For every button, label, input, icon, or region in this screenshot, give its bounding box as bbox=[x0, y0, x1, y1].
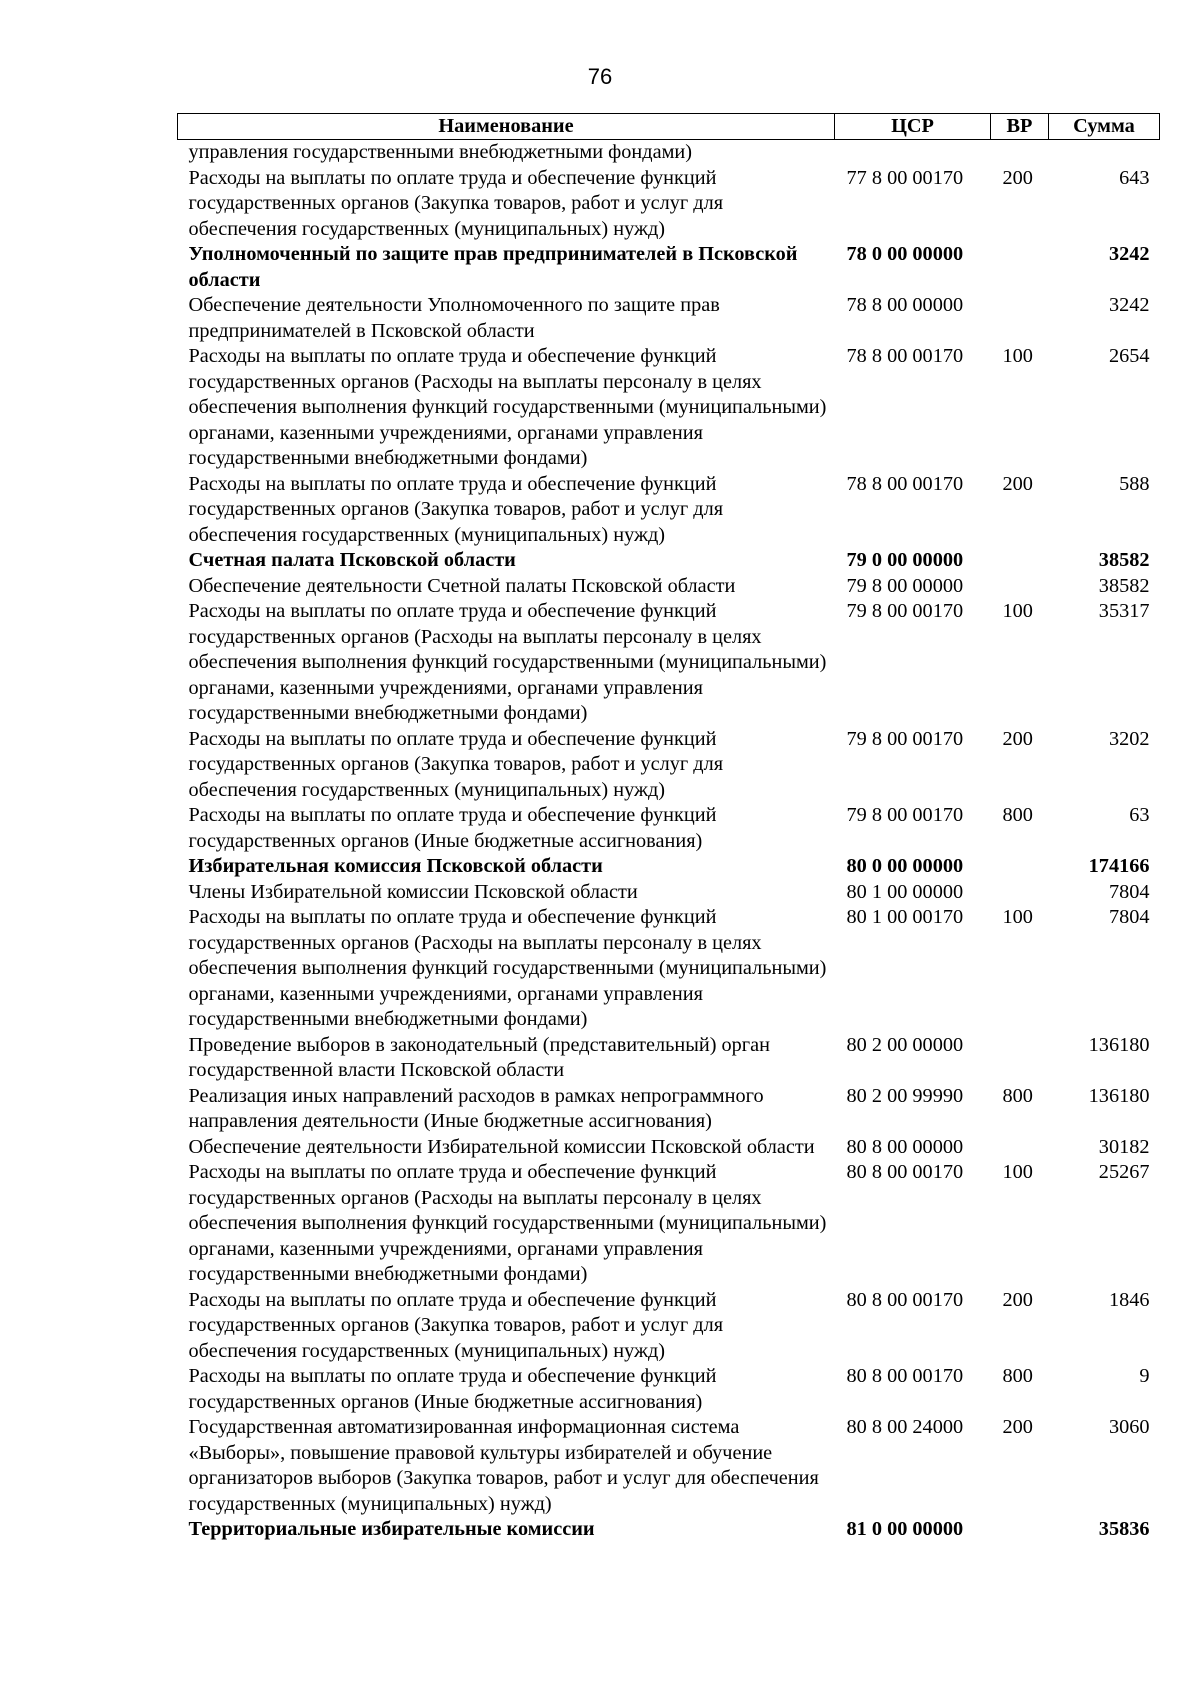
cell-sum: 35317 bbox=[1098, 600, 1150, 622]
cell-csr: 78 8 00 00170 bbox=[846, 345, 964, 367]
table-row bbox=[178, 803, 1160, 854]
cell-vr bbox=[991, 242, 1049, 293]
table-row bbox=[178, 1288, 1160, 1365]
cell-sum: 1846 bbox=[1108, 1288, 1150, 1311]
header-vr: ВР bbox=[991, 114, 1049, 140]
cell-name: Территориальные избирательные комиссии bbox=[188, 1518, 595, 1540]
cell-name: Обеспечение деятельности Уполномоченного по защите прав предпринимателей в Псковской области bbox=[188, 294, 720, 342]
cell-csr: 80 2 00 00000 bbox=[846, 1033, 964, 1056]
table-row bbox=[178, 1415, 1160, 1517]
header-csr: ЦСР bbox=[835, 114, 991, 140]
cell-csr: 78 8 00 00000 bbox=[846, 294, 964, 316]
cell-sum: 63 bbox=[1129, 804, 1150, 826]
cell-sum: 588 bbox=[1119, 472, 1150, 495]
table-body bbox=[178, 140, 1160, 1543]
cell-vr: 100 bbox=[1002, 906, 1033, 928]
table-row bbox=[178, 344, 1160, 472]
cell-vr bbox=[991, 854, 1049, 880]
cell-vr bbox=[991, 880, 1049, 906]
table-row bbox=[178, 1135, 1160, 1161]
cell-vr bbox=[991, 574, 1049, 600]
cell-sum: 25267 bbox=[1098, 1161, 1150, 1183]
cell-name: Реализация иных направлений расходов в рамках непрограммного направления деятельности (Иные бюджетные ассигнования) bbox=[188, 1084, 764, 1132]
cell-vr bbox=[991, 1033, 1049, 1084]
cell-sum: 3060 bbox=[1108, 1416, 1150, 1438]
table-row bbox=[178, 242, 1160, 293]
cell-csr: 79 8 00 00170 bbox=[846, 727, 964, 750]
cell-name: Расходы на выплаты по оплате труда и обеспечение функций государственных органов (Иные бюджетные ассигнования) bbox=[188, 804, 717, 852]
cell-csr: 80 1 00 00000 bbox=[846, 880, 964, 903]
cell-name: Расходы на выплаты по оплате труда и обеспечение функций государственных органов (Закупка товаров, работ и услуг для обеспечения государственных (муниципальных) нужд) bbox=[188, 166, 724, 240]
table-row bbox=[178, 1517, 1160, 1543]
cell-sum bbox=[1049, 140, 1160, 166]
cell-csr: 79 8 00 00170 bbox=[846, 600, 964, 622]
table-row bbox=[178, 166, 1160, 243]
cell-csr: 78 0 00 00000 bbox=[846, 243, 964, 265]
table-row bbox=[178, 880, 1160, 906]
cell-sum: 38582 bbox=[1098, 574, 1150, 597]
table-row bbox=[178, 472, 1160, 549]
cell-name: Расходы на выплаты по оплате труда и обеспечение функций государственных органов (Расходы на выплаты персоналу в целях обеспечения выполнения функций государственными (муниципальными) органами, казенными учреждениями, органами управления государственными внебюджетными фондами) bbox=[188, 906, 827, 1030]
cell-vr: 800 bbox=[1002, 804, 1033, 826]
cell-vr: 100 bbox=[1002, 345, 1033, 367]
cell-sum: 35836 bbox=[1098, 1518, 1150, 1540]
cell-name: Расходы на выплаты по оплате труда и обеспечение функций государственных органов (Закупка товаров, работ и услуг для обеспечения государственных (муниципальных) нужд) bbox=[188, 472, 724, 546]
cell-csr: 79 8 00 00170 bbox=[846, 804, 964, 826]
cell-sum: 643 bbox=[1119, 166, 1150, 189]
cell-csr: 80 8 00 00170 bbox=[846, 1161, 964, 1183]
cell-name: Государственная автоматизированная информационная система «Выборы», повышение правовой культуры избирателей и обучение организаторов выборов (Закупка товаров, работ и услуг для обеспечения государственных (муниципальных) нужд) bbox=[188, 1416, 819, 1515]
table-row bbox=[178, 1160, 1160, 1288]
cell-csr: 80 0 00 00000 bbox=[846, 855, 964, 877]
cell-vr: 100 bbox=[1002, 600, 1033, 622]
cell-csr bbox=[835, 140, 991, 166]
table-header bbox=[178, 114, 1160, 140]
cell-name: Расходы на выплаты по оплате труда и обеспечение функций государственных органов (Расходы на выплаты персоналу в целях обеспечения выполнения функций государственными (муниципальными) органами, казенными учреждениями, органами управления государственными внебюджетными фондами) bbox=[188, 345, 827, 469]
page-number: 76 bbox=[587, 64, 613, 89]
budget-table bbox=[177, 113, 1160, 1543]
cell-sum: 136180 bbox=[1088, 1033, 1150, 1056]
cell-name: Члены Избирательной комиссии Псковской области bbox=[188, 880, 638, 903]
cell-vr bbox=[991, 1517, 1049, 1543]
cell-sum: 3242 bbox=[1108, 294, 1150, 316]
cell-sum: 3202 bbox=[1108, 727, 1150, 750]
table-row bbox=[178, 140, 1160, 166]
table-row bbox=[178, 1084, 1160, 1135]
cell-name: Обеспечение деятельности Избирательной комиссии Псковской области bbox=[188, 1135, 815, 1158]
cell-csr: 79 0 00 00000 bbox=[846, 549, 964, 571]
cell-sum: 38582 bbox=[1098, 549, 1150, 571]
table-row bbox=[178, 293, 1160, 344]
cell-name: Обеспечение деятельности Счетной палаты Псковской области bbox=[188, 574, 736, 597]
cell-csr: 79 8 00 00000 bbox=[846, 574, 964, 597]
cell-vr bbox=[991, 1135, 1049, 1161]
cell-sum: 136180 bbox=[1088, 1084, 1150, 1107]
cell-csr: 81 0 00 00000 bbox=[846, 1518, 964, 1540]
header-sum: Сумма bbox=[1049, 114, 1160, 140]
cell-vr bbox=[991, 140, 1049, 166]
cell-csr: 80 1 00 00170 bbox=[846, 906, 964, 928]
cell-name: Уполномоченный по защите прав предпринимателей в Псковской области bbox=[188, 243, 798, 291]
cell-vr: 800 bbox=[1002, 1365, 1033, 1387]
cell-vr bbox=[991, 548, 1049, 574]
cell-name: Счетная палата Псковской области bbox=[188, 549, 516, 571]
cell-csr: 80 8 00 00000 bbox=[846, 1135, 964, 1158]
table-row bbox=[178, 574, 1160, 600]
cell-sum: 3242 bbox=[1108, 243, 1150, 265]
cell-name: Расходы на выплаты по оплате труда и обеспечение функций государственных органов (Расходы на выплаты персоналу в целях обеспечения выполнения функций государственными (муниципальными) органами, казенными учреждениями, органами управления государственными внебюджетными фондами) bbox=[188, 1161, 827, 1285]
cell-sum: 2654 bbox=[1108, 345, 1150, 367]
table-row bbox=[178, 599, 1160, 727]
header-name: Наименование bbox=[178, 114, 835, 140]
cell-sum: 174166 bbox=[1088, 855, 1150, 877]
cell-name: Расходы на выплаты по оплате труда и обеспечение функций государственных органов (Закупка товаров, работ и услуг для обеспечения государственных (муниципальных) нужд) bbox=[188, 727, 724, 801]
table-row bbox=[178, 548, 1160, 574]
cell-vr: 800 bbox=[1002, 1084, 1033, 1107]
table-row bbox=[178, 1033, 1160, 1084]
cell-vr: 200 bbox=[1002, 727, 1033, 750]
cell-csr: 80 8 00 00170 bbox=[846, 1365, 964, 1387]
cell-sum: 7804 bbox=[1108, 880, 1150, 903]
cell-name: управления государственными внебюджетными фондами) bbox=[188, 141, 693, 163]
cell-vr: 200 bbox=[1002, 1288, 1033, 1311]
cell-sum: 7804 bbox=[1108, 906, 1150, 928]
cell-name: Избирательная комиссия Псковской области bbox=[188, 855, 603, 877]
cell-csr: 80 8 00 24000 bbox=[846, 1416, 964, 1438]
cell-csr: 80 2 00 99990 bbox=[846, 1084, 964, 1107]
cell-csr: 80 8 00 00170 bbox=[846, 1288, 964, 1311]
cell-sum: 9 bbox=[1139, 1365, 1150, 1387]
cell-vr: 100 bbox=[1002, 1161, 1033, 1183]
cell-vr: 200 bbox=[1002, 472, 1033, 495]
cell-vr: 200 bbox=[1002, 1416, 1033, 1438]
cell-name: Расходы на выплаты по оплате труда и обеспечение функций государственных органов (Закупка товаров, работ и услуг для обеспечения государственных (муниципальных) нужд) bbox=[188, 1288, 724, 1362]
cell-name: Расходы на выплаты по оплате труда и обеспечение функций государственных органов (Расходы на выплаты персоналу в целях обеспечения выполнения функций государственными (муниципальными) органами, казенными учреждениями, органами управления государственными внебюджетными фондами) bbox=[188, 600, 827, 724]
cell-csr: 78 8 00 00170 bbox=[846, 472, 964, 495]
table-row bbox=[178, 727, 1160, 804]
cell-name: Проведение выборов в законодательный (представительный) орган государственной власти Псковской области bbox=[188, 1033, 770, 1081]
cell-vr: 200 bbox=[1002, 166, 1033, 189]
cell-sum: 30182 bbox=[1098, 1135, 1150, 1158]
table-row bbox=[178, 905, 1160, 1033]
cell-csr: 77 8 00 00170 bbox=[846, 166, 964, 189]
table-row bbox=[178, 854, 1160, 880]
table-row bbox=[178, 1364, 1160, 1415]
cell-vr bbox=[991, 293, 1049, 344]
cell-name: Расходы на выплаты по оплате труда и обеспечение функций государственных органов (Иные бюджетные ассигнования) bbox=[188, 1365, 717, 1413]
